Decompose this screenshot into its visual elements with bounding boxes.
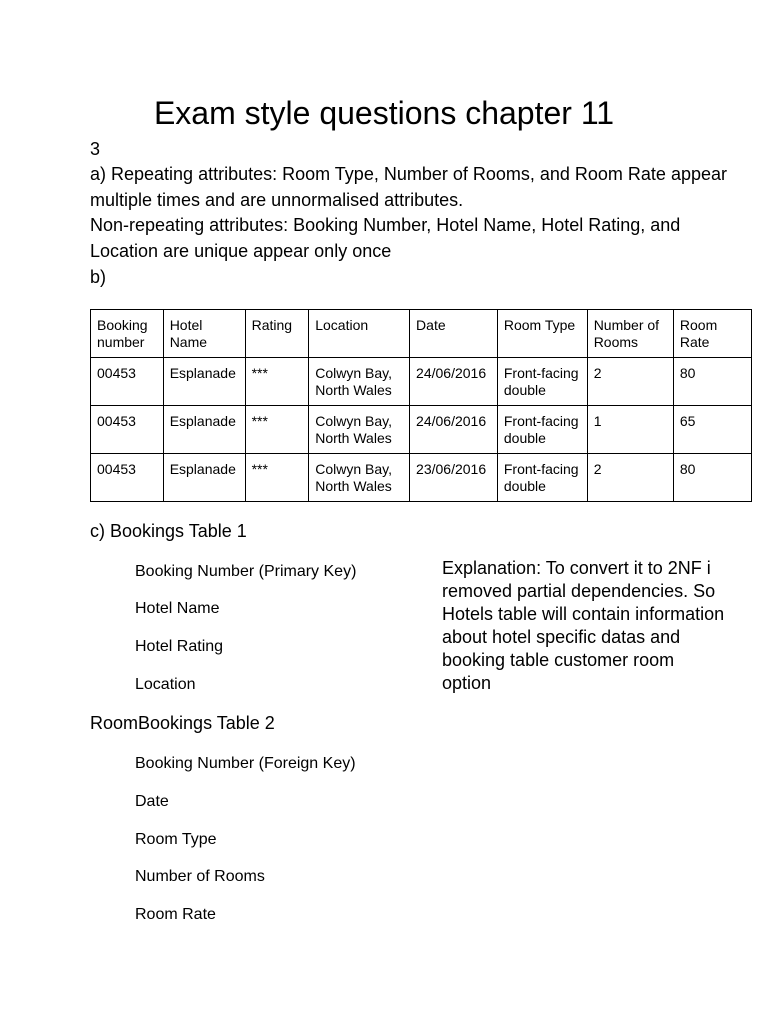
room-bookings-table-heading: RoomBookings Table 2: [90, 713, 275, 733]
cell-room-type: Front-facing double: [497, 406, 587, 454]
table-row: [91, 358, 752, 406]
table-row: [91, 454, 752, 502]
cell-date: 24/06/2016: [410, 358, 498, 406]
column-header-rating: Rating: [245, 310, 309, 358]
cell-booking-number: 00453: [91, 358, 164, 406]
column-header-booking-number: Booking number: [91, 310, 164, 358]
cell-room-rate: 80: [673, 358, 751, 406]
cell-date: 23/06/2016: [410, 454, 498, 502]
cell-rating: ***: [245, 454, 309, 502]
page-title: Exam style questions chapter 11: [153, 95, 615, 131]
cell-room-rate: 80: [673, 454, 751, 502]
cell-date: 24/06/2016: [410, 406, 498, 454]
bookings-field-location: Location: [135, 676, 196, 693]
room-bookings-field-room-rate: Room Rate: [135, 906, 216, 923]
cell-location: Colwyn Bay, North Wales: [309, 358, 410, 406]
cell-number-of-rooms: 2: [587, 358, 673, 406]
bookings-field-booking-number: Booking Number (Primary Key): [135, 563, 357, 580]
answer-a-non-repeating: Non-repeating attributes: Booking Number, Hotel Name, Hotel Rating, and Location are unique appear only once: [90, 215, 681, 261]
column-header-hotel-name: Hotel Name: [163, 310, 245, 358]
cell-booking-number: 00453: [91, 406, 164, 454]
cell-hotel-name: Esplanade: [163, 406, 245, 454]
cell-booking-number: 00453: [91, 454, 164, 502]
cell-room-type: Front-facing double: [497, 454, 587, 502]
column-header-room-type: Room Type: [497, 310, 587, 358]
question-number: 3: [90, 139, 101, 159]
unnormalised-bookings-table: [90, 309, 752, 502]
cell-rating: ***: [245, 358, 309, 406]
cell-hotel-name: Esplanade: [163, 358, 245, 406]
column-header-room-rate: Room Rate: [673, 310, 751, 358]
cell-number-of-rooms: 2: [587, 454, 673, 502]
table-row: [91, 406, 752, 454]
cell-location: Colwyn Bay, North Wales: [309, 406, 410, 454]
cell-location: Colwyn Bay, North Wales: [309, 454, 410, 502]
room-bookings-field-booking-number: Booking Number (Foreign Key): [135, 755, 356, 772]
cell-rating: ***: [245, 406, 309, 454]
bookings-table-heading: c) Bookings Table 1: [90, 521, 247, 541]
cell-room-type: Front-facing double: [497, 358, 587, 406]
room-bookings-field-number-of-rooms: Number of Rooms: [135, 868, 265, 885]
bookings-field-hotel-rating: Hotel Rating: [135, 638, 224, 655]
column-header-date: Date: [410, 310, 498, 358]
explanation-text: Explanation: To convert it to 2NF i removed partial dependencies. So Hotels table will contain information about hotel specific datas and booking table customer room option: [442, 558, 725, 693]
cell-number-of-rooms: 1: [587, 406, 673, 454]
answer-a-repeating: a) Repeating attributes: Room Type, Number of Rooms, and Room Rate appear multiple times and are unnormalised attributes.: [90, 164, 727, 210]
bookings-field-hotel-name: Hotel Name: [135, 600, 220, 617]
cell-hotel-name: Esplanade: [163, 454, 245, 502]
column-header-number-of-rooms: Number of Rooms: [587, 310, 673, 358]
table-header-row: [91, 310, 752, 358]
answer-b-label: b): [90, 267, 107, 287]
cell-room-rate: 65: [673, 406, 751, 454]
column-header-location: Location: [309, 310, 410, 358]
room-bookings-field-date: Date: [135, 793, 169, 810]
room-bookings-field-room-type: Room Type: [135, 831, 217, 848]
